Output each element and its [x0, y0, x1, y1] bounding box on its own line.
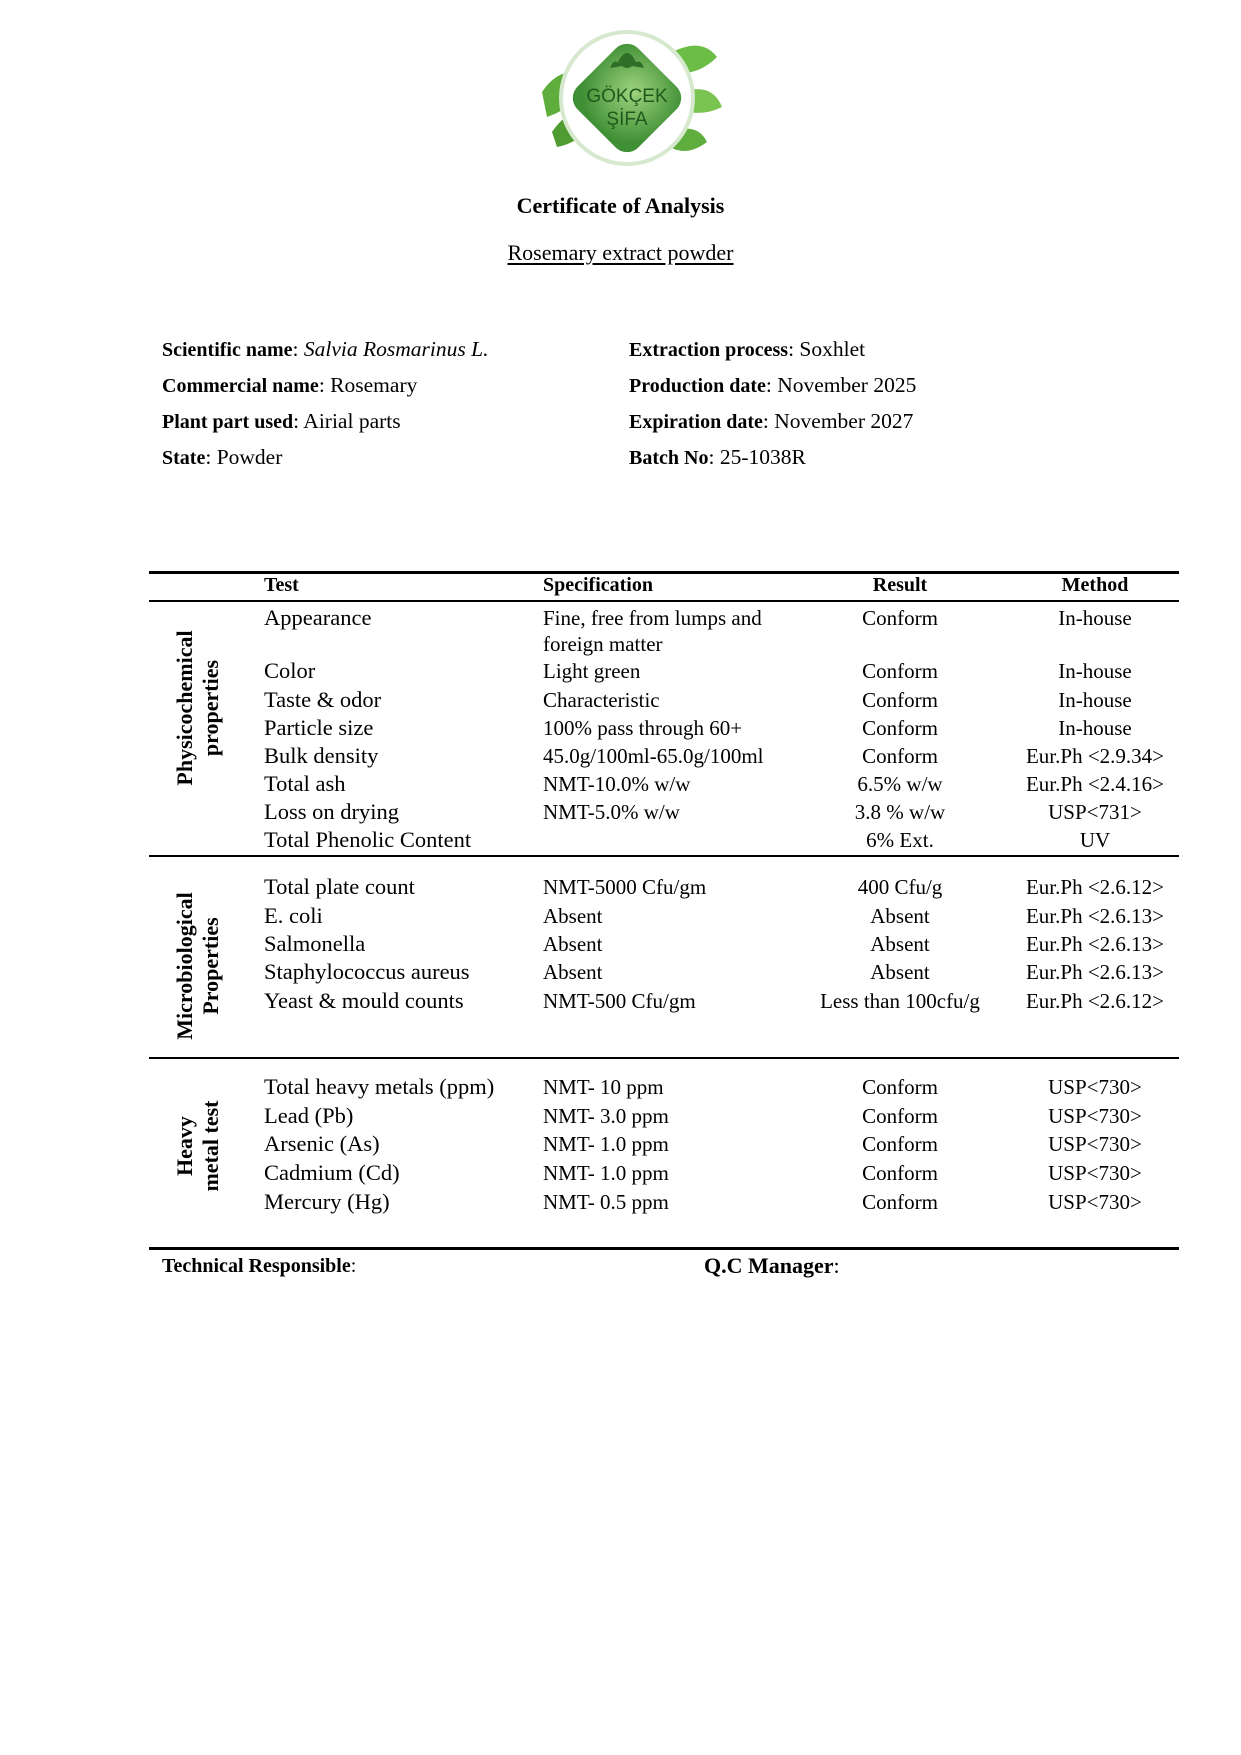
specification-cell: NMT- 1.0 ppm: [543, 1132, 669, 1156]
info-value: Airial parts: [303, 409, 401, 433]
section-divider: [149, 855, 1179, 857]
test-name-cell: Salmonella: [264, 931, 366, 956]
method-cell: Eur.Ph <2.6.13>: [1025, 960, 1165, 984]
result-cell: Conform: [862, 1161, 938, 1185]
method-cell: USP<731>: [1048, 800, 1142, 824]
svg-text:ŞİFA: ŞİFA: [606, 109, 648, 130]
section-label-line: Properties: [198, 917, 223, 1015]
result-cell: Conform: [862, 1190, 938, 1214]
info-value: 25-1038R: [719, 445, 806, 469]
result-cell: Absent: [870, 904, 930, 928]
info-label: Expiration date: [629, 411, 763, 433]
method-cell: USP<730>: [1048, 1190, 1142, 1214]
info-label: Extraction process: [629, 339, 789, 361]
result-cell: Conform: [862, 659, 938, 683]
method-cell: In-house: [1058, 659, 1132, 683]
method-cell: Eur.Ph <2.6.12>: [1025, 875, 1165, 899]
specification-cell: NMT- 10 ppm: [543, 1075, 664, 1099]
info-state: State: Powder: [162, 445, 283, 469]
specification-cell: NMT-10.0% w/w: [543, 772, 691, 796]
method-cell: Eur.Ph <2.6.13>: [1025, 904, 1165, 928]
specification-cell: NMT- 3.0 ppm: [543, 1104, 669, 1128]
section-label-microbiological: [172, 876, 228, 1056]
specification-cell: Light green: [543, 659, 641, 683]
test-name-cell: Total ash: [264, 771, 346, 796]
test-name-cell: E. coli: [264, 903, 323, 928]
method-cell: In-house: [1058, 716, 1132, 740]
method-cell: UV: [1079, 828, 1111, 852]
test-name-cell: Appearance: [264, 605, 372, 630]
section-label-physicochemical: [172, 618, 228, 798]
specification-cell: NMT-5000 Cfu/gm: [543, 875, 707, 899]
result-cell: 6% Ext.: [866, 828, 934, 852]
section-label-line: Microbiological: [172, 892, 197, 1040]
result-cell: Absent: [870, 932, 930, 956]
info-label: Commercial name: [162, 375, 319, 397]
method-cell: USP<730>: [1048, 1104, 1142, 1128]
test-name-cell: Taste & odor: [264, 687, 382, 712]
signature-colon: :: [833, 1253, 840, 1278]
specification-cell: NMT-500 Cfu/gm: [543, 989, 696, 1013]
info-value: Salvia Rosmarinus L.: [303, 337, 489, 361]
info-expiration-date: Expiration date: November 2027: [629, 409, 914, 433]
test-name-cell: Cadmium (Cd): [264, 1160, 400, 1185]
table-header-rule: [149, 600, 1179, 602]
info-label: Scientific name: [162, 339, 293, 361]
method-cell: USP<730>: [1048, 1161, 1142, 1185]
info-value: Powder: [216, 445, 283, 469]
signature-label: Technical Responsible: [162, 1255, 351, 1277]
result-cell: 6.5% w/w: [857, 772, 943, 796]
header-specification: Specification: [543, 574, 653, 596]
info-value: November 2025: [777, 373, 917, 397]
signature-label: Q.C Manager: [704, 1253, 834, 1278]
info-label: Plant part used: [162, 411, 294, 433]
test-name-cell: Color: [264, 658, 316, 683]
product-info-left: [162, 332, 488, 476]
result-cell: Conform: [862, 1132, 938, 1156]
company-logo: [522, 22, 730, 168]
section-divider: [149, 1057, 1179, 1059]
info-commercial-name: Commercial name: Rosemary: [162, 373, 418, 397]
method-cell: USP<730>: [1048, 1132, 1142, 1156]
method-cell: In-house: [1058, 688, 1132, 712]
info-value: Soxhlet: [799, 337, 866, 361]
result-cell: Conform: [862, 744, 938, 768]
result-cell: Less than 100cfu/g: [820, 989, 980, 1013]
product-name-text: Rosemary extract powder: [507, 240, 734, 265]
specification-cell: Characteristic: [543, 688, 660, 712]
method-cell: Eur.Ph <2.6.12>: [1025, 989, 1165, 1013]
specification-cell: NMT- 1.0 ppm: [543, 1161, 669, 1185]
product-info-right: [629, 332, 916, 476]
method-cell: Eur.Ph <2.4.16>: [1025, 772, 1165, 796]
technical-responsible-signature: [162, 1255, 356, 1278]
signature-colon: :: [350, 1255, 357, 1277]
specification-cell: Fine, free from lumps and: [543, 606, 762, 630]
test-name-cell: Loss on drying: [264, 799, 399, 824]
test-name-cell: Total Phenolic Content: [264, 827, 472, 852]
info-extraction-process: Extraction process: Soxhlet: [629, 337, 866, 361]
header-test: Test: [264, 574, 299, 596]
test-name-cell: Lead (Pb): [264, 1103, 354, 1128]
test-name-cell: Total plate count: [264, 874, 415, 899]
method-cell: USP<730>: [1048, 1075, 1142, 1099]
info-plant-part: Plant part used: Airial parts: [162, 409, 401, 433]
specification-cell: NMT- 0.5 ppm: [543, 1190, 669, 1214]
section-label-line: metal test: [198, 1100, 223, 1192]
header-method: Method: [1061, 574, 1129, 596]
qc-manager-signature: [704, 1253, 840, 1279]
result-cell: Conform: [862, 1104, 938, 1128]
result-cell: Conform: [862, 688, 938, 712]
info-value: November 2027: [774, 409, 914, 433]
info-scientific-name: Scientific name: Salvia Rosmarinus L.: [162, 337, 489, 361]
info-label: Batch No: [629, 447, 709, 469]
specification-cell: NMT-5.0% w/w: [543, 800, 680, 824]
section-label-heavy-metal: [172, 1086, 228, 1206]
method-cell: In-house: [1058, 606, 1132, 630]
test-name-cell: Particle size: [264, 715, 374, 740]
info-label: Production date: [629, 375, 766, 397]
table-bottom-rule: [149, 1247, 1179, 1250]
result-cell: Conform: [862, 606, 938, 630]
section-label-line: Heavy: [172, 1116, 197, 1176]
specification-cell: Absent: [543, 904, 603, 928]
product-name: [0, 240, 1241, 266]
test-name-cell: Staphylococcus aureus: [264, 959, 470, 984]
info-value: Rosemary: [330, 373, 418, 397]
test-name-cell: Arsenic (As): [264, 1131, 380, 1156]
result-cell: Conform: [862, 716, 938, 740]
header-result: Result: [872, 574, 928, 596]
method-cell: Eur.Ph <2.6.13>: [1025, 932, 1165, 956]
document-title: Certificate of Analysis: [516, 193, 725, 218]
section-label-line: properties: [198, 659, 223, 757]
section-label-line: Physicochemical: [172, 630, 197, 786]
test-name-cell: Mercury (Hg): [264, 1189, 390, 1214]
info-batch-no: Batch No: 25-1038R: [629, 445, 806, 469]
info-production-date: Production date: November 2025: [629, 373, 917, 397]
test-name-cell: Bulk density: [264, 743, 379, 768]
specification-cell: 100% pass through 60+: [543, 716, 743, 740]
leaf-logo-icon: [522, 22, 730, 168]
method-cell: Eur.Ph <2.9.34>: [1025, 744, 1165, 768]
result-cell: Absent: [870, 960, 930, 984]
result-cell: 3.8 % w/w: [854, 800, 946, 824]
info-label: State: [162, 447, 206, 469]
specification-cell-continued: foreign matter: [543, 632, 663, 656]
test-name-cell: Yeast & mould counts: [264, 988, 464, 1013]
result-cell: 400 Cfu/g: [857, 875, 943, 899]
result-cell: Conform: [862, 1075, 938, 1099]
test-name-cell: Total heavy metals (ppm): [264, 1074, 495, 1099]
svg-text:GÖKÇEK: GÖKÇEK: [586, 86, 668, 107]
specification-cell: Absent: [543, 960, 603, 984]
specification-cell: 45.0g/100ml-65.0g/100ml: [543, 744, 764, 768]
specification-cell: Absent: [543, 932, 603, 956]
